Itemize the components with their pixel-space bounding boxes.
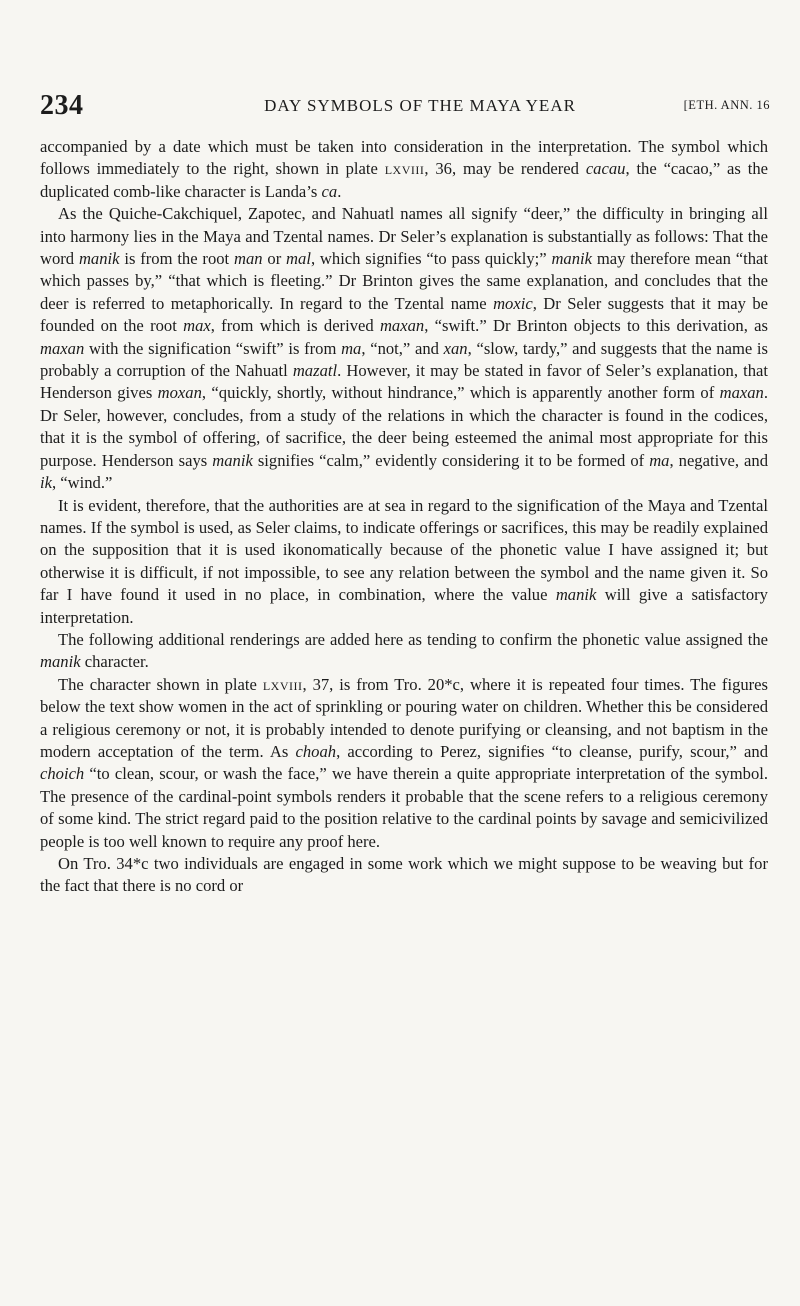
italic-term: ma xyxy=(341,338,362,358)
text-run: , 36, may be rendered xyxy=(424,159,586,179)
italic-term: mal xyxy=(286,249,311,269)
text-run: , according to Perez, signifies “to cleanse, purify, scour,” and xyxy=(336,741,768,761)
text-run: signifies “calm,” evidently considering it to be formed of xyxy=(252,450,650,470)
italic-term: choich xyxy=(40,764,85,784)
text-run: . Dr Seler, however, concludes, from a study of the relations in which the character is found in the codices, that it is the symbol of offering, of sacrifice, the deer being esteemed the animal most appropriate for this purpose. Henderson says xyxy=(40,383,768,470)
text-run: accompanied by a date which must be taken into consideration in the interpretation. The symbol which follows immediately to the right, shown in plate xyxy=(40,137,768,179)
text-run: or xyxy=(262,249,287,269)
italic-term: moxic xyxy=(493,293,533,313)
text-run: , negative, and xyxy=(669,450,768,470)
italic-term: manik xyxy=(40,652,81,672)
plate-numeral: lxviii xyxy=(384,159,425,179)
italic-term: maxan xyxy=(719,383,764,403)
italic-term: maxan xyxy=(40,338,85,358)
paragraph xyxy=(40,853,768,898)
italic-term: manik xyxy=(78,249,120,269)
paragraph xyxy=(40,629,768,674)
italic-term: xan xyxy=(443,338,468,358)
text-run: is from the root xyxy=(119,249,234,269)
text-run: , “swift.” Dr Brinton objects to this derivation, as xyxy=(424,316,768,336)
text-run: will give a satisfactory interpretation. xyxy=(40,585,768,627)
text-run: , “wind.” xyxy=(51,473,113,493)
italic-term: ik xyxy=(40,473,52,493)
text-run: “to clean, scour, or wash the face,” we have therein a quite appropriate interpretation of the symbol. The presence of the cardinal-point symbols renders it probable that the scene refers to a religious ceremony of some kind. The strict regard paid to the position relative to the cardinal points by savage and semicivilized people is too well known to require any proof here. xyxy=(40,764,768,851)
text-run: The character shown in plate xyxy=(58,674,263,694)
italic-term: max xyxy=(183,316,211,336)
text-run: . However, it may be stated in favor of Seler’s explanation, that Henderson gives xyxy=(40,361,768,403)
text-run: character. xyxy=(80,652,149,672)
text-run: It is evident, therefore, that the authorities are at sea in regard to the signification of the Maya and Tzental names. If the symbol is used, as Seler claims, to indicate offerings or sacrifices, this may be readily explained on the supposition that it is used ikonomatically because of the phonetic value I have assigned it; but otherwise it is difficult, if not impossible, to see any relation between the symbol and the name given it. So far I have found it used in no place, in combination, where the value xyxy=(40,495,768,605)
italic-term: mazatl xyxy=(292,361,338,381)
text-run: , “quickly, shortly, without hindrance,” which is apparently another form of xyxy=(201,383,720,403)
text-run: . xyxy=(337,181,342,201)
paragraph xyxy=(40,674,768,853)
body-text xyxy=(40,136,768,898)
italic-term: manik xyxy=(212,450,253,470)
text-run: with the signification “swift” is from xyxy=(84,338,342,358)
text-run: The following additional renderings are added here as tending to confirm the phonetic value assigned the xyxy=(58,629,768,649)
plate-numeral: lxviii xyxy=(262,674,303,694)
text-run: , “slow, tardy,” and suggests that the name is probably a corruption of the Nahuatl xyxy=(40,338,768,381)
page-number: 234 xyxy=(40,90,84,121)
text-run: , which signifies “to pass quickly;” xyxy=(310,249,552,269)
italic-term: man xyxy=(233,249,263,269)
text-run: On Tro. 34*c two individuals are engaged in some work which we might suppose to be weaving but for the fact that there is no cord or xyxy=(40,854,768,896)
text-run: , from which is derived xyxy=(210,316,380,336)
series-reference: [ETH. ANN. 16 xyxy=(683,98,770,112)
text-run: , the “cacao,” as the duplicated comb-like character is Landa’s xyxy=(40,159,769,201)
italic-term: moxan xyxy=(157,383,202,403)
italic-term: manik xyxy=(551,249,593,269)
paragraph xyxy=(40,495,768,629)
page-header xyxy=(40,90,770,126)
paragraph xyxy=(40,203,768,494)
italic-term: ca xyxy=(321,181,338,201)
text-run: , Dr Seler suggests that it may be founded on the root xyxy=(40,293,768,336)
italic-term: choah xyxy=(295,741,337,761)
paragraph xyxy=(40,136,768,203)
text-run: , “not,” and xyxy=(361,338,444,358)
italic-term: manik xyxy=(555,585,597,605)
italic-term: ma xyxy=(649,450,670,470)
text-run: , 37, is from Tro. 20*c, where it is repeated four times. The figures below the text show women in the act of sprinkling or pouring water on children. Whether this be considered a religious ceremony or not, it is probably intended to denote purifying or cleansing, and not baptism in the modern acceptation of the term. As xyxy=(40,674,769,761)
italic-term: maxan xyxy=(379,316,425,336)
italic-term: cacau xyxy=(585,159,626,179)
text-run: As the Quiche-Cakchiquel, Zapotec, and Nahuatl names all signify “deer,” the difficulty in bringing all into harmony lies in the Maya and Tzental names. Dr Seler’s explanation is substantially as follows: That the word xyxy=(40,204,768,269)
running-head: DAY SYMBOLS OF THE MAYA YEAR xyxy=(264,96,576,115)
text-run: may therefore mean “that which passes by,” “that which is fleeting.” Dr Brinton gives the same explanation, and concludes that the deer is referred to metaphorically. In regard to the Tzental name xyxy=(40,249,768,313)
